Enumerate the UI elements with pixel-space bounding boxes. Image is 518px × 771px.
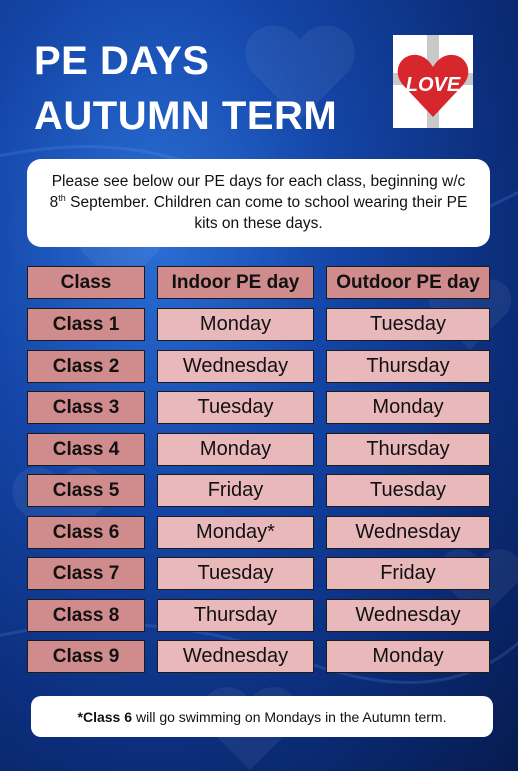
title-line-1: PE DAYS bbox=[34, 39, 210, 83]
outdoor-day-cell: Wednesday bbox=[326, 516, 490, 549]
indoor-day-cell: Tuesday bbox=[157, 557, 314, 590]
outdoor-day-cell: Tuesday bbox=[326, 308, 490, 341]
outdoor-day-cell: Wednesday bbox=[326, 599, 490, 632]
indoor-day-cell: Thursday bbox=[157, 599, 314, 632]
class-label-cell: Class 2 bbox=[27, 350, 145, 383]
class-label-cell: Class 5 bbox=[27, 474, 145, 507]
intro-text-superscript: th bbox=[58, 192, 66, 203]
indoor-day-cell: Monday bbox=[157, 433, 314, 466]
indoor-day-cell: Wednesday bbox=[157, 640, 314, 673]
indoor-day-cell: Wednesday bbox=[157, 350, 314, 383]
class-label-cell: Class 3 bbox=[27, 391, 145, 424]
class-label-cell: Class 8 bbox=[27, 599, 145, 632]
class-label-cell: Class 4 bbox=[27, 433, 145, 466]
class-label-cell: Class 9 bbox=[27, 640, 145, 673]
intro-text-end: September. Children can come to school wearing their PE kits on these days. bbox=[65, 194, 468, 232]
table-header-indoor: Indoor PE day bbox=[157, 266, 314, 299]
outdoor-day-cell: Tuesday bbox=[326, 474, 490, 507]
outdoor-day-cell: Thursday bbox=[326, 433, 490, 466]
footnote-bold: *Class 6 bbox=[77, 708, 132, 725]
footnote-box bbox=[31, 696, 493, 737]
outdoor-day-cell: Monday bbox=[326, 640, 490, 673]
table-header-outdoor: Outdoor PE day bbox=[326, 266, 490, 299]
intro-text-start: Please see below our PE days for each class, beginning w/c 8 bbox=[49, 173, 466, 211]
class-label-cell: Class 6 bbox=[27, 516, 145, 549]
title-line-2: AUTUMN TERM bbox=[34, 94, 338, 138]
class-label-cell: Class 1 bbox=[27, 308, 145, 341]
svg-text:LOVE: LOVE bbox=[405, 74, 461, 96]
outdoor-day-cell: Monday bbox=[326, 391, 490, 424]
footnote-text: will go swimming on Mondays in the Autumn term. bbox=[136, 708, 447, 725]
indoor-day-cell: Friday bbox=[157, 474, 314, 507]
outdoor-day-cell: Thursday bbox=[326, 350, 490, 383]
indoor-day-cell: Tuesday bbox=[157, 391, 314, 424]
outdoor-day-cell: Friday bbox=[326, 557, 490, 590]
indoor-day-cell: Monday* bbox=[157, 516, 314, 549]
indoor-day-cell: Monday bbox=[157, 308, 314, 341]
table-header-class: Class bbox=[27, 266, 145, 299]
class-label-cell: Class 7 bbox=[27, 557, 145, 590]
